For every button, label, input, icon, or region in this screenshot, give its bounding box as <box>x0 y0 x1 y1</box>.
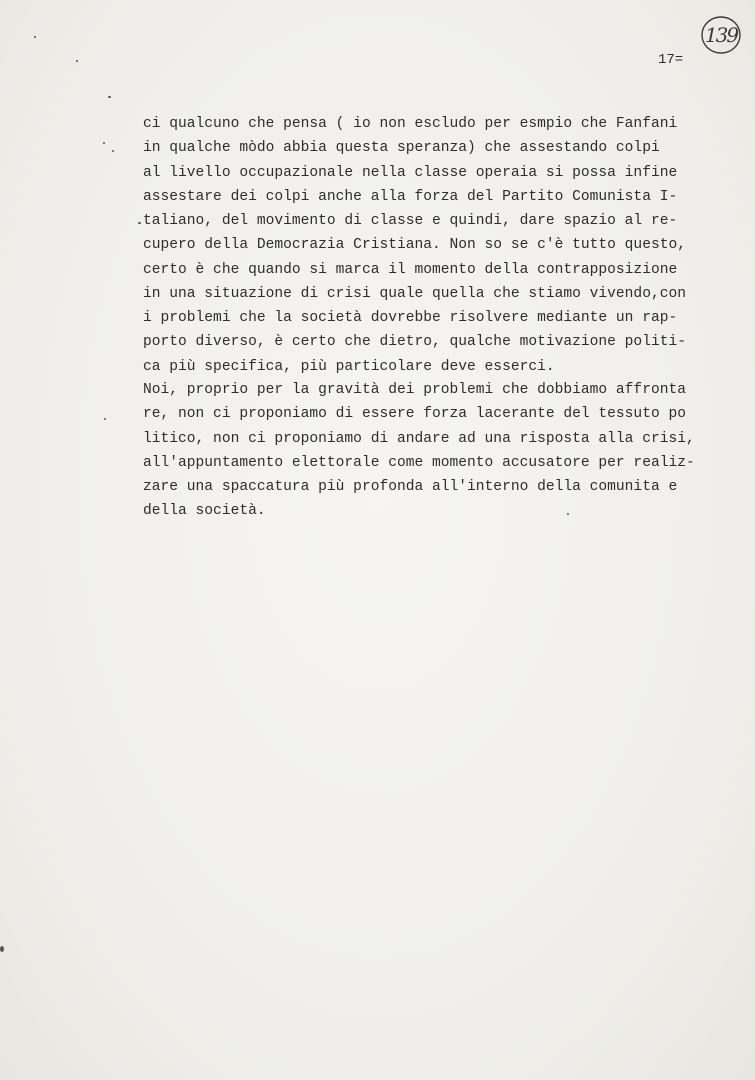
text-line: assestare dei colpi anche alla forza del Partito Comunista I- <box>143 188 678 205</box>
stamp-number: 139 <box>704 23 738 47</box>
scan-speck <box>0 946 4 952</box>
text-line: cupero della Democrazia Cristiana. Non so se c'è tutto questo, <box>143 237 686 254</box>
scan-speck <box>34 36 36 38</box>
text-line: i problemi che la società dovrebbe risolvere mediante un rap- <box>143 310 678 326</box>
text-line: ci qualcuno che pensa ( io non escludo per esmpio che Fanfani <box>143 116 678 132</box>
text-line: della società. <box>143 503 266 520</box>
scan-speck <box>112 150 114 152</box>
text-line: litico, non ci proponiamo di andare ad una risposta alla crisi, <box>143 430 695 447</box>
paragraph-2 <box>143 378 743 524</box>
text-line: Noi, proprio per la gravità dei problemi che dobbiamo affronta <box>143 382 686 398</box>
page-number: 17= <box>658 52 684 68</box>
scan-speck <box>76 60 78 62</box>
text-line: re, non ci proponiamo di essere forza lacerante del tessuto po <box>143 406 686 423</box>
scan-speck <box>104 418 106 420</box>
text-line: porto diverso, è certo che dietro, qualche motivazione politi- <box>143 334 686 351</box>
scan-speck <box>108 96 111 98</box>
scan-speck <box>138 222 141 224</box>
text-line: al livello occupazionale nella classe operaia si possa infine <box>143 164 678 181</box>
text-line: ca più specifica, più particolare deve esserci. <box>143 358 555 375</box>
text-line: all'appuntamento elettorale come momento accusatore per realiz- <box>143 454 695 471</box>
archive-stamp <box>700 14 742 56</box>
text-line: zare una spaccatura più profonda all'interno della comunita e <box>143 479 678 495</box>
text-line: in qualche mòdo abbia questa speranza) che assestando colpi <box>143 140 660 157</box>
paragraph-1 <box>143 112 743 379</box>
scan-speck <box>103 142 105 144</box>
text-line: taliano, del movimento di classe e quindi, dare spazio al re- <box>143 213 678 229</box>
text-line: in una situazione di crisi quale quella che stiamo vivendo,con <box>143 285 686 302</box>
scan-speck <box>567 513 569 515</box>
text-line: certo è che quando si marca il momento della contrapposizione <box>143 261 678 278</box>
